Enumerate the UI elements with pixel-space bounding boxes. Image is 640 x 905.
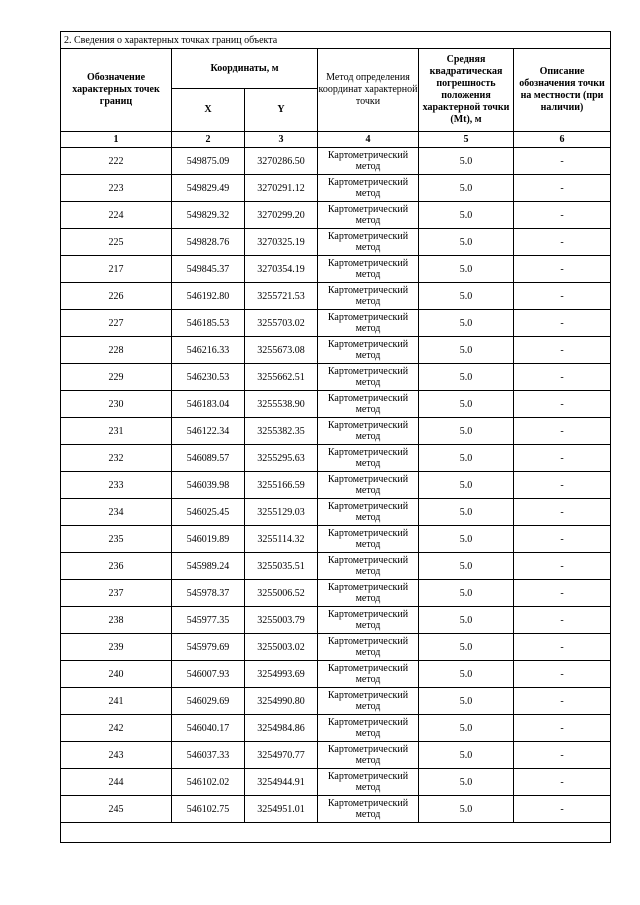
error-cell: 5.0 bbox=[419, 553, 514, 580]
table-row bbox=[61, 661, 611, 688]
coordinate-y-cell: 3255721.53 bbox=[245, 283, 318, 310]
error-cell: 5.0 bbox=[419, 526, 514, 553]
error-cell: 5.0 bbox=[419, 661, 514, 688]
point-designation-cell: 227 bbox=[61, 310, 172, 337]
error-cell: 5.0 bbox=[419, 202, 514, 229]
table-row bbox=[61, 769, 611, 796]
coordinate-y-cell: 3270299.20 bbox=[245, 202, 318, 229]
error-cell: 5.0 bbox=[419, 148, 514, 175]
table-row bbox=[61, 607, 611, 634]
error-cell: 5.0 bbox=[419, 175, 514, 202]
method-cell: Картометрический метод bbox=[318, 553, 419, 580]
coordinate-x-cell: 546029.69 bbox=[172, 688, 245, 715]
error-cell: 5.0 bbox=[419, 256, 514, 283]
table-row bbox=[61, 256, 611, 283]
coordinate-y-cell: 3255003.02 bbox=[245, 634, 318, 661]
coordinate-y-cell: 3255382.35 bbox=[245, 418, 318, 445]
header-description: Описание обозначения точки на местности (при наличии) bbox=[514, 49, 611, 132]
table-row bbox=[61, 364, 611, 391]
description-cell: - bbox=[514, 607, 611, 634]
error-cell: 5.0 bbox=[419, 607, 514, 634]
coordinate-x-cell: 546040.17 bbox=[172, 715, 245, 742]
description-cell: - bbox=[514, 634, 611, 661]
document-frame bbox=[60, 31, 610, 843]
table-row bbox=[61, 499, 611, 526]
point-designation-cell: 239 bbox=[61, 634, 172, 661]
method-cell: Картометрический метод bbox=[318, 526, 419, 553]
point-designation-cell: 230 bbox=[61, 391, 172, 418]
coordinate-x-cell: 546019.89 bbox=[172, 526, 245, 553]
coordinate-x-cell: 546089.57 bbox=[172, 445, 245, 472]
description-cell: - bbox=[514, 553, 611, 580]
description-cell: - bbox=[514, 526, 611, 553]
point-designation-cell: 228 bbox=[61, 337, 172, 364]
description-cell: - bbox=[514, 661, 611, 688]
error-cell: 5.0 bbox=[419, 769, 514, 796]
header-method: Метод определения координат характерной точки bbox=[318, 49, 419, 132]
coordinate-y-cell: 3254951.01 bbox=[245, 796, 318, 823]
column-number: 6 bbox=[514, 132, 611, 148]
point-designation-cell: 231 bbox=[61, 418, 172, 445]
method-cell: Картометрический метод bbox=[318, 229, 419, 256]
coordinate-x-cell: 549875.09 bbox=[172, 148, 245, 175]
coordinate-y-cell: 3255006.52 bbox=[245, 580, 318, 607]
column-number: 3 bbox=[245, 132, 318, 148]
method-cell: Картометрический метод bbox=[318, 769, 419, 796]
method-cell: Картометрический метод bbox=[318, 283, 419, 310]
coordinate-x-cell: 546102.02 bbox=[172, 769, 245, 796]
coordinate-x-cell: 546192.80 bbox=[172, 283, 245, 310]
coordinate-x-cell: 549845.37 bbox=[172, 256, 245, 283]
method-cell: Картометрический метод bbox=[318, 256, 419, 283]
coordinate-x-cell: 546025.45 bbox=[172, 499, 245, 526]
description-cell: - bbox=[514, 202, 611, 229]
point-designation-cell: 235 bbox=[61, 526, 172, 553]
method-cell: Картометрический метод bbox=[318, 148, 419, 175]
method-cell: Картометрический метод bbox=[318, 634, 419, 661]
coordinate-x-cell: 549829.32 bbox=[172, 202, 245, 229]
boundary-points-table bbox=[60, 31, 611, 843]
table-row bbox=[61, 445, 611, 472]
table-row bbox=[61, 310, 611, 337]
error-cell: 5.0 bbox=[419, 418, 514, 445]
error-cell: 5.0 bbox=[419, 391, 514, 418]
method-cell: Картометрический метод bbox=[318, 742, 419, 769]
table-row bbox=[61, 553, 611, 580]
column-number-row bbox=[61, 132, 611, 148]
coordinate-x-cell: 545978.37 bbox=[172, 580, 245, 607]
coordinate-x-cell: 549828.76 bbox=[172, 229, 245, 256]
coordinate-y-cell: 3255114.32 bbox=[245, 526, 318, 553]
error-cell: 5.0 bbox=[419, 337, 514, 364]
table-body bbox=[61, 148, 611, 823]
description-cell: - bbox=[514, 391, 611, 418]
coordinate-y-cell: 3255662.51 bbox=[245, 364, 318, 391]
description-cell: - bbox=[514, 256, 611, 283]
coordinate-y-cell: 3255035.51 bbox=[245, 553, 318, 580]
description-cell: - bbox=[514, 418, 611, 445]
blank-cell bbox=[61, 823, 611, 843]
method-cell: Картометрический метод bbox=[318, 688, 419, 715]
point-designation-cell: 229 bbox=[61, 364, 172, 391]
coordinate-x-cell: 546122.34 bbox=[172, 418, 245, 445]
method-cell: Картометрический метод bbox=[318, 391, 419, 418]
header-coordinates: Координаты, м bbox=[172, 49, 318, 89]
coordinate-y-cell: 3270286.50 bbox=[245, 148, 318, 175]
method-cell: Картометрический метод bbox=[318, 472, 419, 499]
header-error: Средняя квадратическая погрешность положения характерной точки (Mt), м bbox=[419, 49, 514, 132]
table-row bbox=[61, 580, 611, 607]
error-cell: 5.0 bbox=[419, 472, 514, 499]
method-cell: Картометрический метод bbox=[318, 715, 419, 742]
table-row bbox=[61, 391, 611, 418]
description-cell: - bbox=[514, 688, 611, 715]
table-row bbox=[61, 202, 611, 229]
coordinate-x-cell: 549829.49 bbox=[172, 175, 245, 202]
error-cell: 5.0 bbox=[419, 499, 514, 526]
point-designation-cell: 225 bbox=[61, 229, 172, 256]
point-designation-cell: 236 bbox=[61, 553, 172, 580]
table-row bbox=[61, 472, 611, 499]
header-x: X bbox=[172, 89, 245, 132]
table-row bbox=[61, 715, 611, 742]
coordinate-x-cell: 546183.04 bbox=[172, 391, 245, 418]
point-designation-cell: 226 bbox=[61, 283, 172, 310]
point-designation-cell: 240 bbox=[61, 661, 172, 688]
coordinate-y-cell: 3255295.63 bbox=[245, 445, 318, 472]
error-cell: 5.0 bbox=[419, 715, 514, 742]
column-number: 4 bbox=[318, 132, 419, 148]
table-row bbox=[61, 796, 611, 823]
description-cell: - bbox=[514, 229, 611, 256]
blank-footer-row bbox=[61, 823, 611, 843]
section-title: 2. Сведения о характерных точках границ объекта bbox=[61, 32, 611, 49]
method-cell: Картометрический метод bbox=[318, 499, 419, 526]
point-designation-cell: 245 bbox=[61, 796, 172, 823]
coordinate-x-cell: 546039.98 bbox=[172, 472, 245, 499]
method-cell: Картометрический метод bbox=[318, 580, 419, 607]
description-cell: - bbox=[514, 580, 611, 607]
coordinate-x-cell: 546230.53 bbox=[172, 364, 245, 391]
table-row bbox=[61, 418, 611, 445]
error-cell: 5.0 bbox=[419, 229, 514, 256]
column-number: 5 bbox=[419, 132, 514, 148]
point-designation-cell: 232 bbox=[61, 445, 172, 472]
error-cell: 5.0 bbox=[419, 634, 514, 661]
coordinate-y-cell: 3255166.59 bbox=[245, 472, 318, 499]
coordinate-y-cell: 3255673.08 bbox=[245, 337, 318, 364]
error-cell: 5.0 bbox=[419, 310, 514, 337]
coordinate-x-cell: 546216.33 bbox=[172, 337, 245, 364]
description-cell: - bbox=[514, 715, 611, 742]
column-number: 1 bbox=[61, 132, 172, 148]
header-designation: Обозначение характерных точек границ bbox=[61, 49, 172, 132]
error-cell: 5.0 bbox=[419, 688, 514, 715]
point-designation-cell: 222 bbox=[61, 148, 172, 175]
description-cell: - bbox=[514, 337, 611, 364]
coordinate-x-cell: 545979.69 bbox=[172, 634, 245, 661]
coordinate-x-cell: 545977.35 bbox=[172, 607, 245, 634]
error-cell: 5.0 bbox=[419, 742, 514, 769]
point-designation-cell: 237 bbox=[61, 580, 172, 607]
method-cell: Картометрический метод bbox=[318, 661, 419, 688]
coordinate-y-cell: 3270325.19 bbox=[245, 229, 318, 256]
column-number: 2 bbox=[172, 132, 245, 148]
coordinate-y-cell: 3254993.69 bbox=[245, 661, 318, 688]
coordinate-y-cell: 3270354.19 bbox=[245, 256, 318, 283]
point-designation-cell: 242 bbox=[61, 715, 172, 742]
coordinate-x-cell: 546037.33 bbox=[172, 742, 245, 769]
method-cell: Картометрический метод bbox=[318, 337, 419, 364]
coordinate-y-cell: 3255703.02 bbox=[245, 310, 318, 337]
header-y: Y bbox=[245, 89, 318, 132]
coordinate-y-cell: 3270291.12 bbox=[245, 175, 318, 202]
coordinate-x-cell: 545989.24 bbox=[172, 553, 245, 580]
table-row bbox=[61, 175, 611, 202]
description-cell: - bbox=[514, 769, 611, 796]
point-designation-cell: 241 bbox=[61, 688, 172, 715]
method-cell: Картометрический метод bbox=[318, 202, 419, 229]
coordinate-x-cell: 546007.93 bbox=[172, 661, 245, 688]
point-designation-cell: 238 bbox=[61, 607, 172, 634]
description-cell: - bbox=[514, 148, 611, 175]
point-designation-cell: 224 bbox=[61, 202, 172, 229]
method-cell: Картометрический метод bbox=[318, 445, 419, 472]
coordinate-x-cell: 546102.75 bbox=[172, 796, 245, 823]
point-designation-cell: 244 bbox=[61, 769, 172, 796]
description-cell: - bbox=[514, 742, 611, 769]
description-cell: - bbox=[514, 472, 611, 499]
coordinate-y-cell: 3255129.03 bbox=[245, 499, 318, 526]
error-cell: 5.0 bbox=[419, 796, 514, 823]
table-row bbox=[61, 688, 611, 715]
description-cell: - bbox=[514, 175, 611, 202]
point-designation-cell: 223 bbox=[61, 175, 172, 202]
error-cell: 5.0 bbox=[419, 283, 514, 310]
table-row bbox=[61, 337, 611, 364]
error-cell: 5.0 bbox=[419, 364, 514, 391]
coordinate-y-cell: 3255003.79 bbox=[245, 607, 318, 634]
description-cell: - bbox=[514, 796, 611, 823]
coordinate-y-cell: 3254984.86 bbox=[245, 715, 318, 742]
point-designation-cell: 243 bbox=[61, 742, 172, 769]
table-row bbox=[61, 229, 611, 256]
method-cell: Картометрический метод bbox=[318, 607, 419, 634]
error-cell: 5.0 bbox=[419, 445, 514, 472]
description-cell: - bbox=[514, 310, 611, 337]
coordinate-y-cell: 3254990.80 bbox=[245, 688, 318, 715]
table-row bbox=[61, 148, 611, 175]
table-row bbox=[61, 634, 611, 661]
description-cell: - bbox=[514, 364, 611, 391]
point-designation-cell: 233 bbox=[61, 472, 172, 499]
description-cell: - bbox=[514, 499, 611, 526]
coordinate-y-cell: 3254944.91 bbox=[245, 769, 318, 796]
point-designation-cell: 234 bbox=[61, 499, 172, 526]
table-row bbox=[61, 526, 611, 553]
description-cell: - bbox=[514, 283, 611, 310]
method-cell: Картометрический метод bbox=[318, 796, 419, 823]
method-cell: Картометрический метод bbox=[318, 418, 419, 445]
description-cell: - bbox=[514, 445, 611, 472]
coordinate-y-cell: 3255538.90 bbox=[245, 391, 318, 418]
method-cell: Картометрический метод bbox=[318, 175, 419, 202]
method-cell: Картометрический метод bbox=[318, 364, 419, 391]
table-row bbox=[61, 283, 611, 310]
error-cell: 5.0 bbox=[419, 580, 514, 607]
point-designation-cell: 217 bbox=[61, 256, 172, 283]
coordinate-x-cell: 546185.53 bbox=[172, 310, 245, 337]
table-row bbox=[61, 742, 611, 769]
method-cell: Картометрический метод bbox=[318, 310, 419, 337]
coordinate-y-cell: 3254970.77 bbox=[245, 742, 318, 769]
